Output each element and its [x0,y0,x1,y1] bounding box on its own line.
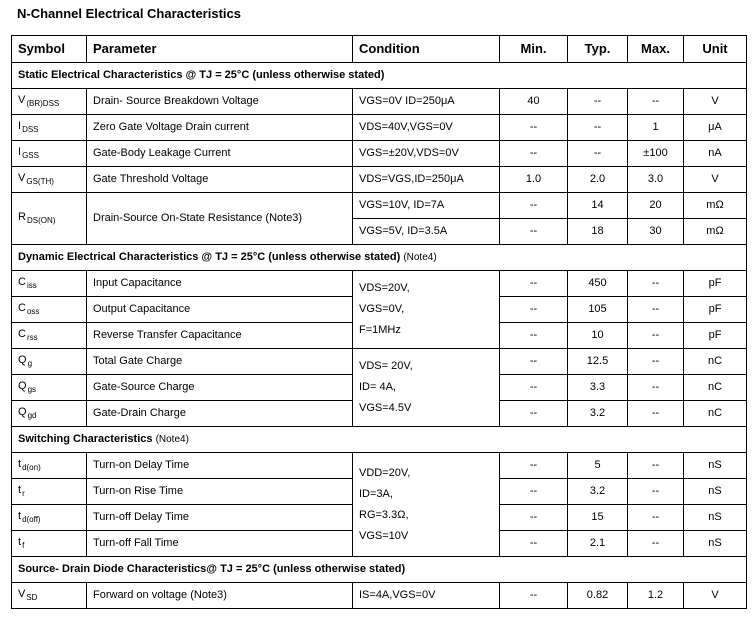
condition-cell: IS=4A,VGS=0V [353,583,500,609]
min-cell: -- [500,323,568,349]
min-cell: -- [500,349,568,375]
max-cell: -- [628,401,684,427]
condition-cell: VGS=10V, ID=7A [353,193,500,219]
parameter-cell: Turn-on Delay Time [87,453,353,479]
parameter-cell: Total Gate Charge [87,349,353,375]
max-cell: ±100 [628,141,684,167]
typ-cell: 5 [568,453,628,479]
parameter-cell: Reverse Transfer Capacitance [87,323,353,349]
table-row [12,193,747,219]
min-cell: -- [500,375,568,401]
symbol-cell: $t_{d(on)}$ [12,453,87,479]
parameter-cell: Input Capacitance [87,271,353,297]
max-cell: -- [628,349,684,375]
min-cell: -- [500,193,568,219]
max-cell: 1 [628,115,684,141]
typ-cell: -- [568,115,628,141]
symbol-cell: $V_{(BR)DSS}$ [12,89,87,115]
parameter-cell: Drain- Source Breakdown Voltage [87,89,353,115]
parameter-cell: Gate-Source Charge [87,375,353,401]
max-cell: -- [628,453,684,479]
typ-cell: 10 [568,323,628,349]
min-cell: -- [500,531,568,557]
min-cell: 40 [500,89,568,115]
unit-cell: nS [684,505,747,531]
min-cell: -- [500,583,568,609]
unit-cell: nC [684,349,747,375]
typ-cell: 3.3 [568,375,628,401]
header-max: Max. [628,36,684,63]
min-cell: -- [500,401,568,427]
max-cell: 30 [628,219,684,245]
unit-cell: pF [684,271,747,297]
max-cell: -- [628,271,684,297]
symbol-cell: $t_{d(off)}$ [12,505,87,531]
min-cell: -- [500,141,568,167]
condition-cell: VDS= 20V, ID= 4A, VGS=4.5V [353,349,500,427]
unit-cell: V [684,167,747,193]
parameter-cell: Turn-off Delay Time [87,505,353,531]
typ-cell: 3.2 [568,401,628,427]
parameter-cell: Output Capacitance [87,297,353,323]
typ-cell: 18 [568,219,628,245]
symbol-cell: $t_f$ [12,531,87,557]
unit-cell: nC [684,401,747,427]
parameter-cell: Turn-off Fall Time [87,531,353,557]
typ-cell: 2.0 [568,167,628,193]
unit-cell: nC [684,375,747,401]
min-cell: -- [500,453,568,479]
symbol-cell: $Q_{gd}$ [12,401,87,427]
max-cell: -- [628,505,684,531]
condition-cell: VGS=5V, ID=3.5A [353,219,500,245]
unit-cell: mΩ [684,219,747,245]
unit-cell: nS [684,531,747,557]
header-parameter: Parameter [87,36,353,63]
max-cell: -- [628,375,684,401]
table-row [12,89,747,115]
min-cell: -- [500,115,568,141]
symbol-cell: $Q_{gs}$ [12,375,87,401]
symbol-cell: $I_{DSS}$ [12,115,87,141]
max-cell: 20 [628,193,684,219]
unit-cell: nA [684,141,747,167]
symbol-cell: $t_r$ [12,479,87,505]
section-switching-title: Switching Characteristics (Note4) [12,427,747,453]
section-dynamic-title: Dynamic Electrical Characteristics @ TJ = 25°C (unless otherwise stated) (Note4) [12,245,747,271]
condition-cell: VGS=±20V,VDS=0V [353,141,500,167]
condition-cell: VDS=20V, VGS=0V, F=1MHz [353,271,500,349]
unit-cell: nS [684,453,747,479]
typ-cell: 12.5 [568,349,628,375]
min-cell: -- [500,219,568,245]
typ-cell: 2.1 [568,531,628,557]
min-cell: -- [500,297,568,323]
page-title: N-Channel Electrical Characteristics [17,6,241,21]
table-row [12,271,747,297]
parameter-cell: Gate Threshold Voltage [87,167,353,193]
min-cell: -- [500,271,568,297]
symbol-cell: $C_{iss}$ [12,271,87,297]
typ-cell: 15 [568,505,628,531]
max-cell: -- [628,89,684,115]
section-diode-title: Source- Drain Diode Characteristics@ TJ = 25°C (unless otherwise stated) [12,557,747,583]
typ-cell: -- [568,141,628,167]
unit-cell: μA [684,115,747,141]
min-cell: 1.0 [500,167,568,193]
max-cell: -- [628,531,684,557]
unit-cell: pF [684,297,747,323]
header-row [12,36,747,63]
parameter-cell: Forward on voltage (Note3) [87,583,353,609]
condition-cell: VDS=40V,VGS=0V [353,115,500,141]
parameter-cell: Gate-Drain Charge [87,401,353,427]
max-cell: -- [628,323,684,349]
unit-cell: nS [684,479,747,505]
unit-cell: V [684,583,747,609]
symbol-cell: $I_{GSS}$ [12,141,87,167]
unit-cell: mΩ [684,193,747,219]
symbol-cell: $Q_g$ [12,349,87,375]
typ-cell: 0.82 [568,583,628,609]
typ-cell: 105 [568,297,628,323]
parameter-cell: Turn-on Rise Time [87,479,353,505]
max-cell: -- [628,297,684,323]
max-cell: -- [628,479,684,505]
parameter-cell: Zero Gate Voltage Drain current [87,115,353,141]
min-cell: -- [500,505,568,531]
typ-cell: -- [568,89,628,115]
header-symbol: Symbol [12,36,87,63]
section-static-title: Static Electrical Characteristics @ TJ = 25°C (unless otherwise stated) [12,63,747,89]
parameter-cell: Gate-Body Leakage Current [87,141,353,167]
characteristics-table [11,35,747,609]
typ-cell: 3.2 [568,479,628,505]
condition-cell: VDS=VGS,ID=250μA [353,167,500,193]
typ-cell: 450 [568,271,628,297]
header-condition: Condition [353,36,500,63]
parameter-cell: Drain-Source On-State Resistance (Note3) [87,193,353,245]
symbol-cell: $C_{oss}$ [12,297,87,323]
table-row [12,141,747,167]
symbol-cell: $C_{rss}$ [12,323,87,349]
unit-cell: pF [684,323,747,349]
table-row [12,583,747,609]
condition-cell: VDD=20V, ID=3A, RG=3.3Ω, VGS=10V [353,453,500,557]
condition-cell: VGS=0V ID=250μA [353,89,500,115]
symbol-cell: $R_{DS(ON)}$ [12,193,87,245]
header-unit: Unit [684,36,747,63]
min-cell: -- [500,479,568,505]
symbol-cell: $V_{GS(TH)}$ [12,167,87,193]
table-row [12,167,747,193]
typ-cell: 14 [568,193,628,219]
max-cell: 1.2 [628,583,684,609]
header-typ: Typ. [568,36,628,63]
table-row [12,453,747,479]
table-row [12,349,747,375]
symbol-cell: $V_{SD}$ [12,583,87,609]
unit-cell: V [684,89,747,115]
table-row [12,115,747,141]
max-cell: 3.0 [628,167,684,193]
header-min: Min. [500,36,568,63]
